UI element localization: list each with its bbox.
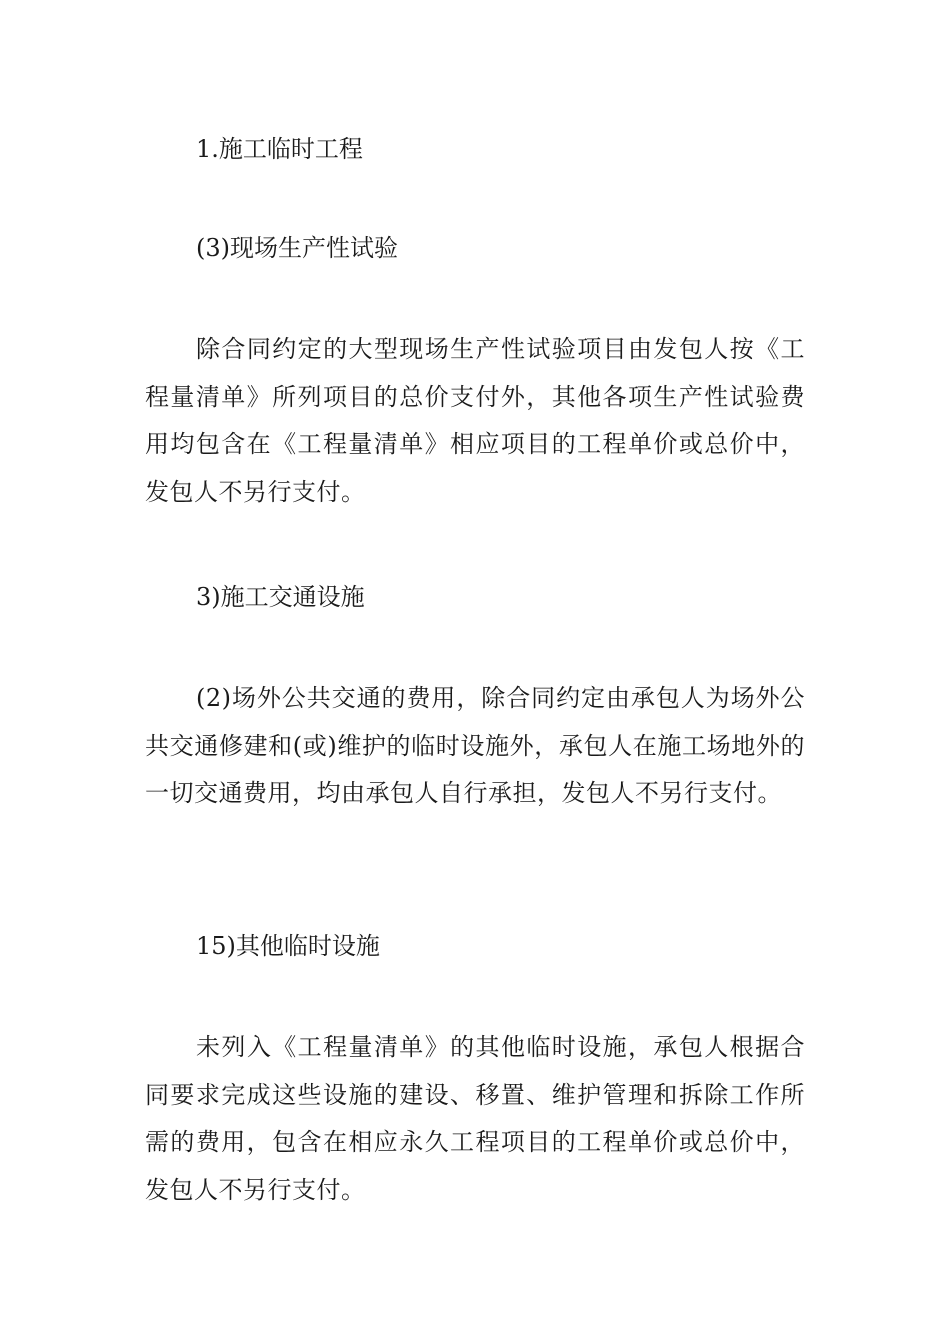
paragraph-field-test-costs: 除合同约定的大型现场生产性试验项目由发包人按《工程量清单》所列项目的总价支付外，其他各项生产性试验费用均包含在《工程量清单》相应项目的工程单价或总价中，发包人不另行支付。 <box>145 335 805 506</box>
section-heading-construction-traffic-facilities: 3)施工交通设施 <box>196 583 365 611</box>
section-heading-construction-temporary-works: 1.施工临时工程 <box>196 135 363 163</box>
paragraph-other-facility-costs: 未列入《工程量清单》的其他临时设施，承包人根据合同要求完成这些设施的建设、移置、维护管理和拆除工作所需的费用，包含在相应永久工程项目的工程单价或总价中，发包人不另行支付。 <box>145 1033 805 1204</box>
section-heading-other-temporary-facilities: 15)其他临时设施 <box>196 932 380 960</box>
paragraph-public-traffic-costs: (2)场外公共交通的费用，除合同约定由承包人为场外公共交通修建和(或)维护的临时设施外，承包人在施工场地外的一切交通费用，均由承包人自行承担，发包人不另行支付。 <box>145 684 805 807</box>
subsection-heading-field-productive-test: (3)现场生产性试验 <box>196 234 398 262</box>
